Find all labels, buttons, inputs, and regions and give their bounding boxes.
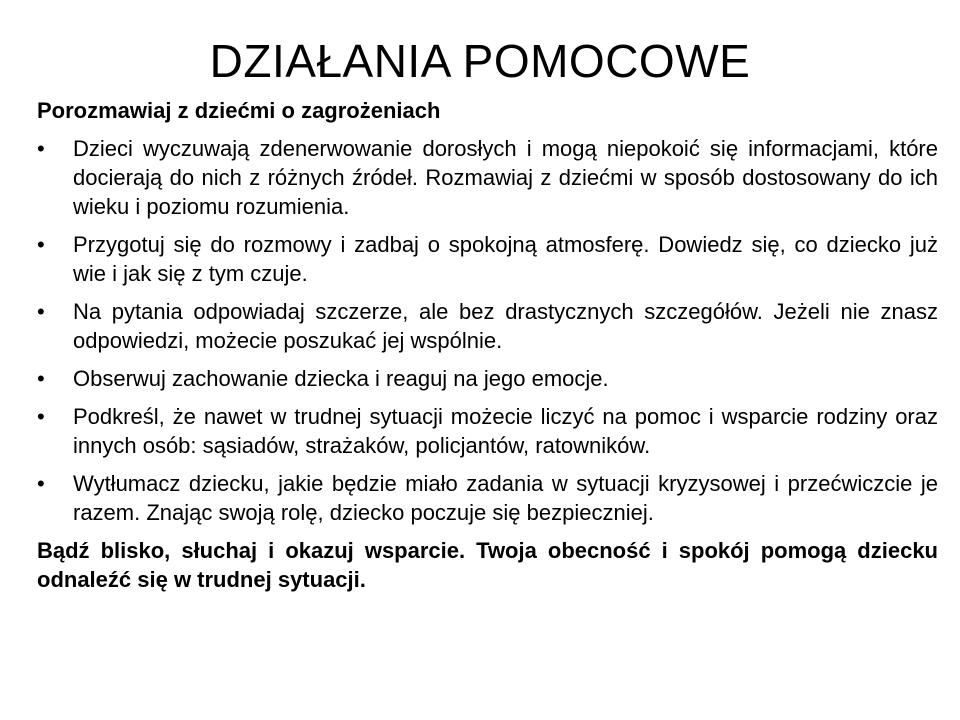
bullet-text: Dzieci wyczuwają zdenerwowanie dorosłych i mogą niepokoić się informacjami, które docierają do nich z różnych źródeł. Rozmawiaj z dziećmi w sposób dostosowany do ich wieku i poziomu rozumienia. <box>73 136 938 219</box>
bullet-list <box>37 134 938 527</box>
slide-content <box>37 96 938 594</box>
bullet-dot-icon: • <box>37 366 45 391</box>
bullet-text: Obserwuj zachowanie dziecka i reaguj na jego emocje. <box>73 366 609 391</box>
bullet-dot-icon: • <box>37 404 45 429</box>
list-item <box>37 297 938 355</box>
bullet-dot-icon: • <box>37 471 45 496</box>
list-item <box>37 469 938 527</box>
bullet-dot-icon: • <box>37 299 45 324</box>
list-item <box>37 134 938 221</box>
closing-statement: Bądź blisko, słuchaj i okazuj wsparcie. Twoja obecność i spokój pomogą dziecku odnaleźć się w trudnej sytuacji. <box>37 538 938 592</box>
bullet-text: Na pytania odpowiadaj szczerze, ale bez drastycznych szczegółów. Jeżeli nie znasz odpowiedzi, możecie poszukać jej wspólnie. <box>73 299 938 353</box>
list-item <box>37 230 938 288</box>
bullet-dot-icon: • <box>37 136 45 161</box>
slide-subtitle: Porozmawiaj z dziećmi o zagrożeniach <box>37 98 441 123</box>
bullet-text: Podkreśl, że nawet w trudnej sytuacji możecie liczyć na pomoc i wsparcie rodziny oraz innych osób: sąsiadów, strażaków, policjantów, ratowników. <box>73 404 938 458</box>
list-item <box>37 364 938 393</box>
bullet-text: Przygotuj się do rozmowy i zadbaj o spokojną atmosferę. Dowiedz się, co dziecko już wie i jak się z tym czuje. <box>73 232 938 286</box>
slide-title: DZIAŁANIA POMOCOWE <box>209 35 751 87</box>
bullet-dot-icon: • <box>37 232 45 257</box>
list-item <box>37 402 938 460</box>
bullet-text: Wytłumacz dziecku, jakie będzie miało zadania w sytuacji kryzysowej i przećwiczcie je razem. Znając swoją rolę, dziecko poczuje się bezpieczniej. <box>73 471 938 525</box>
